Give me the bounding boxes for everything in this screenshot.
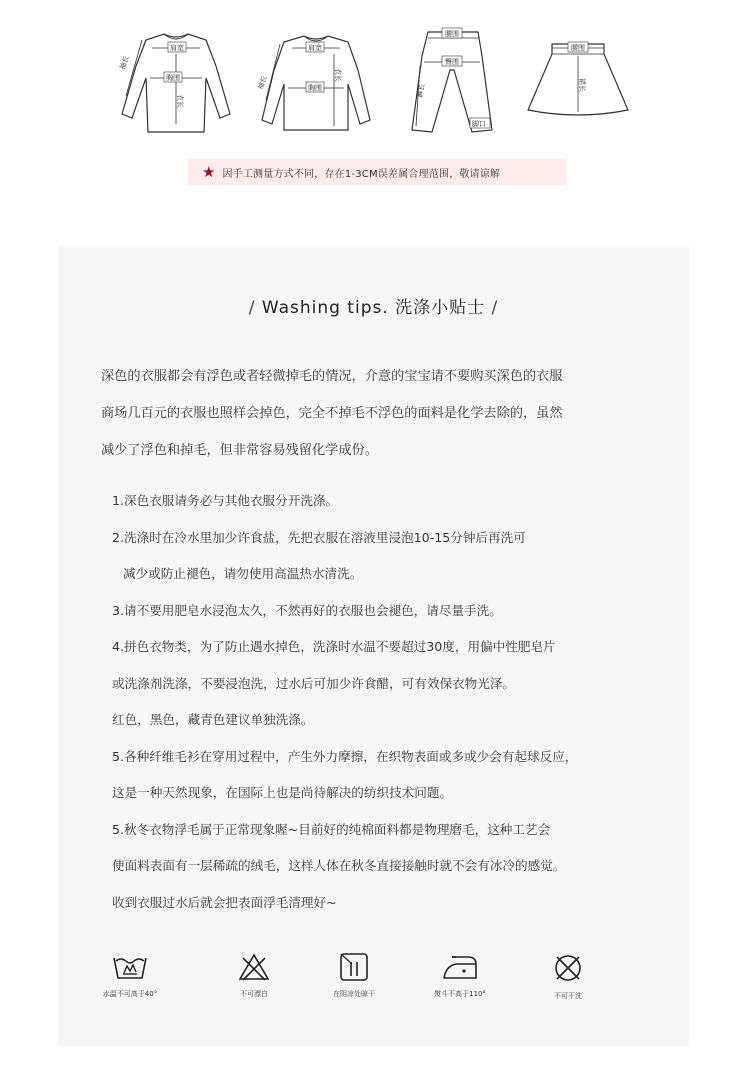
- list-item: 红色，黑色，藏青色建议单独洗涤。: [112, 712, 314, 727]
- pants-hip-label: 臀围: [445, 58, 459, 66]
- skirt-waist-label: 腰围: [571, 44, 585, 52]
- care-iron-110: [410, 952, 510, 999]
- pants-length-label: 裤长: [416, 83, 427, 99]
- intro-line: 减少了浮色和掉毛，但非常容易残留化学成份。: [101, 443, 378, 458]
- iron-110-icon: [440, 952, 480, 982]
- intro-line: 深色的衣服都会有浮色或者轻微掉毛的情况，介意的宝宝请不要购买深色的衣服: [101, 369, 563, 384]
- care-no-bleach: [204, 952, 304, 999]
- list-item: 减少或防止褪色，请勿使用高温热水清洗。: [123, 566, 363, 581]
- tshirt-size-diagram: [250, 28, 382, 136]
- intro-paragraph: [101, 358, 661, 469]
- list-item: 1.深色衣服请务必与其他衣服分开洗涤。: [112, 493, 339, 508]
- top-length-label: 衣长: [176, 94, 184, 108]
- top-chest-label: 胸围: [166, 74, 180, 82]
- no-bleach-icon: [237, 952, 271, 982]
- list-item: 3.请不要用肥皂水浸泡太久，不然再好的衣服也会褪色，请尽量手洗。: [112, 602, 502, 618]
- skirt-size-diagram: [526, 36, 630, 118]
- care-label: 水温不可高于40°: [102, 990, 158, 998]
- measurement-note-text: 因手工测量方式不同，存在1-3CM误差属合理范围，敬请谅解: [222, 168, 501, 180]
- list-item: 收到衣服过水后就会把表面浮毛清理好~: [112, 894, 337, 910]
- list-item: 或洗涤剂洗涤，不要浸泡洗，过水后可加少许食醋，可有效保衣物光泽。: [112, 675, 515, 691]
- star-icon: ★: [202, 162, 216, 181]
- line-dry-shade-icon: [338, 952, 370, 982]
- list-item: 4.拼色衣物类，为了防止遇水掉色，洗涤时水温不要超过30度，用偏中性肥皂片: [112, 639, 556, 654]
- pants-size-diagram: [408, 26, 498, 138]
- pants-outline-icon: [408, 26, 498, 138]
- no-dry-clean-icon: [552, 952, 584, 984]
- title-text: Washing tips. 洗涤小贴士: [261, 298, 486, 318]
- care-label: 不可漂白: [240, 990, 268, 998]
- list-item: 5.秋冬衣物浮毛属于正常现象喔~目前好的纯棉面料都是物理磨毛，这种工艺会: [112, 821, 551, 837]
- wash-40-icon: [111, 952, 149, 982]
- care-line-dry-shade: [304, 952, 404, 999]
- list-item: 2.洗涤时在冷水里加少许食盐，先把衣服在溶液里浸泡10-15分钟后再洗可: [112, 529, 526, 545]
- list-item: 5.各种纤维毛衫在穿用过程中，产生外力摩擦，在织物表面或多或少会有起球反应，: [112, 748, 578, 764]
- measurement-note: [188, 159, 566, 185]
- title-suffix: /: [485, 298, 499, 318]
- skirt-outline-icon: [526, 36, 630, 118]
- tshirt-chest-label: 胸围: [308, 84, 322, 92]
- care-label: 不可干洗: [554, 992, 582, 1000]
- care-label: 在阴凉处晾干: [333, 990, 375, 998]
- tshirt-outline-icon: [250, 28, 382, 136]
- size-diagrams: [0, 0, 750, 150]
- tshirt-sleeve-label: 袖长: [256, 74, 269, 91]
- care-wash-40: [80, 952, 180, 999]
- pants-waist-label: 腰围: [445, 30, 459, 38]
- care-no-dry-clean: [518, 952, 618, 1001]
- top-outline-icon: [112, 26, 242, 138]
- pants-hem-label: 脚口: [472, 120, 486, 128]
- top-sleeve-label: 袖长: [118, 54, 131, 71]
- washing-tips-panel: [58, 246, 689, 1046]
- washing-tips-title: [58, 293, 689, 318]
- title-prefix: /: [248, 298, 262, 318]
- washing-tips-list: [112, 483, 682, 921]
- list-item: 这是一种天然现象，在国际上也是尚待解决的纺织技术问题。: [112, 785, 453, 800]
- intro-line: 商场几百元的衣服也照样会掉色，完全不掉毛不浮色的面料是化学去除的，虽然: [101, 406, 563, 421]
- list-item: 使面料表面有一层稀疏的绒毛，这样人体在秋冬直接接触时就不会有冰冷的感觉。: [112, 858, 566, 873]
- top-shoulder-label: 肩宽: [170, 44, 184, 52]
- top-size-diagram: [112, 26, 242, 138]
- care-symbols: [60, 952, 640, 1012]
- care-label: 熨斗不高于110°: [434, 990, 486, 998]
- skirt-length-label: 裙长: [578, 78, 586, 92]
- tshirt-shoulder-label: 肩宽: [308, 44, 322, 52]
- tshirt-length-label: 衣长: [334, 68, 342, 82]
